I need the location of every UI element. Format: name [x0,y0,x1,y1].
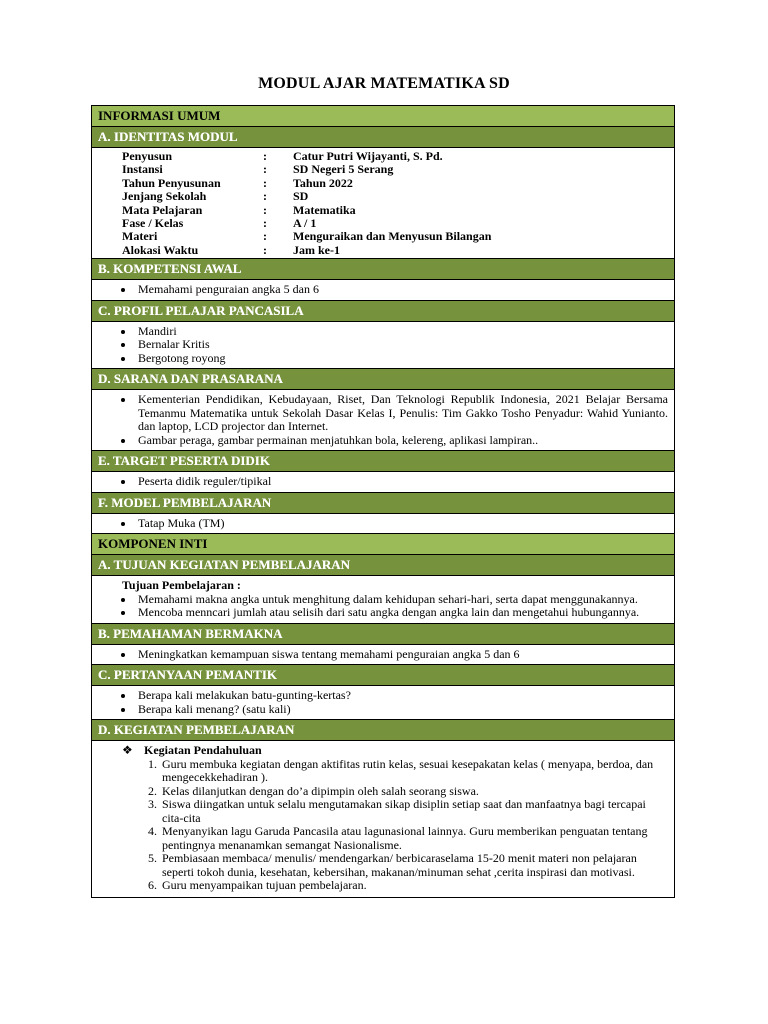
sarana-body [92,390,674,451]
list-item: Bergotong royong [138,352,668,366]
list-item: Kementerian Pendidikan, Kebudayaan, Riset, Dan Teknologi Republik Indonesia, 2021 Belajar Bersama Temanmu Matematika untuk Sekolah Dasar Kelas I, Penulis: Tim Gakko Tosho Penyadur: Wahid Yunianto. dan laptop, LCD projector dan Internet. [138,392,668,434]
list-item: 3. Siswa diingatkan untuk selalu mengutamakan sikap disiplin setiap saat dan manfaatnya bagi tercapai cita-cita [160,798,668,825]
document-title: MODUL AJAR MATEMATIKA SD [258,75,510,92]
model-body [92,514,674,535]
kegiatan-subtitle: Kegiatan Pendahuluan [144,743,262,758]
section-header-komponen-inti: KOMPONEN INTI [92,534,674,555]
info-row: Instansi : SD Negeri 5 Serang [122,162,394,177]
list-item: Memahami penguraian angka 5 dan 6 [138,283,668,297]
info-row: Tahun Penyusunan : Tahun 2022 [122,175,353,190]
section-header-kompetensi-awal: B. KOMPETENSI AWAL [92,259,674,280]
kegiatan-steps [92,758,674,897]
info-row: Mata Pelajaran : Matematika [122,202,356,217]
list-item: Memahami makna angka untuk menghitung dalam kehidupan sehari-hari, serta dapat menggunakannya. [138,593,668,607]
pemahaman-body [92,645,674,666]
section-header-target: E. TARGET PESERTA DIDIK [92,451,674,472]
tujuan-subtitle: Tujuan Pembelajaran : [122,578,241,593]
list-item: Mencoba menncari jumlah atau selisih dari satu angka dengan angka lain dan mengetahui hubungannya. [138,606,668,620]
section-header-model: F. MODEL PEMBELAJARAN [92,493,674,514]
list-item: Berapa kali menang? (satu kali) [138,703,668,717]
list-item: Gambar peraga, gambar permainan menjatuhkan bola, kelereng, aplikasi lampiran.. [138,434,668,448]
section-header-pertanyaan: C. PERTANYAAN PEMANTIK [92,665,674,686]
target-body [92,472,674,493]
section-header-identitas: A. IDENTITAS MODUL [92,127,674,148]
kompetensi-awal-body [92,280,674,301]
info-row: Jenjang Sekolah : SD [122,189,309,204]
list-item: Meningkatkan kemampuan siswa tentang memahami penguraian angka 5 dan 6 [138,648,668,662]
list-item: 6. Guru menyampaikan tujuan pembelajaran. [160,879,668,893]
info-row: Penyusun : Catur Putri Wijayanti, S. Pd. [122,149,443,163]
kegiatan-body [92,741,674,897]
list-item: Mandiri [138,325,668,339]
list-item: Berapa kali melakukan batu-gunting-kertas? [138,689,668,703]
info-row: Materi : Menguraikan dan Menyusun Bilangan [122,229,492,244]
section-header-kegiatan: D. KEGIATAN PEMBELAJARAN [92,720,674,741]
list-item: 5. Pembiasaan membaca/ menulis/ mendengarkan/ berbicaraselama 15-20 menit materi non pelajaran seperti tokoh dunia, kesehatan, kebersihan, makanan/minuman sehat ,cerita inspirasi dan motivasi. [160,852,668,879]
section-header-sarana: D. SARANA DAN PRASARANA [92,369,674,390]
list-item: 2. Kelas dilanjutkan dengan do’a dipimpin oleh salah seorang siswa. [160,785,668,799]
identitas-grid [92,148,674,259]
list-item: 4. Menyanyikan lagu Garuda Pancasila atau lagunasional lainnya. Guru memberikan penguatan tentang pentingnya menanamkan semangat Nasionalisme. [160,825,668,852]
profil-pancasila-body [92,322,674,370]
section-header-informasi-umum: INFORMASI UMUM [92,106,674,127]
section-header-pemahaman: B. PEMAHAMAN BERMAKNA [92,624,674,645]
list-item: Bernalar Kritis [138,338,668,352]
tujuan-body [92,576,674,624]
list-item: 1. Guru membuka kegiatan dengan aktifitas rutin kelas, sesuai kesepakatan kelas ( menyapa, berdoa, dan mengecekkehadiran ). [160,758,668,785]
list-item: Tatap Muka (TM) [138,517,668,531]
kegiatan-subtitle-row [92,741,674,758]
diamond-bullet-icon: ❖ [122,743,133,758]
module-table [91,105,675,898]
info-row: Fase / Kelas : A / 1 [122,215,317,230]
pertanyaan-body [92,686,674,720]
section-header-profil-pancasila: C. PROFIL PELAJAR PANCASILA [92,301,674,322]
info-row: Alokasi Waktu : Jam ke-1 [122,242,340,257]
list-item: Peserta didik reguler/tipikal [138,475,668,489]
section-header-tujuan: A. TUJUAN KEGIATAN PEMBELAJARAN [92,555,674,576]
